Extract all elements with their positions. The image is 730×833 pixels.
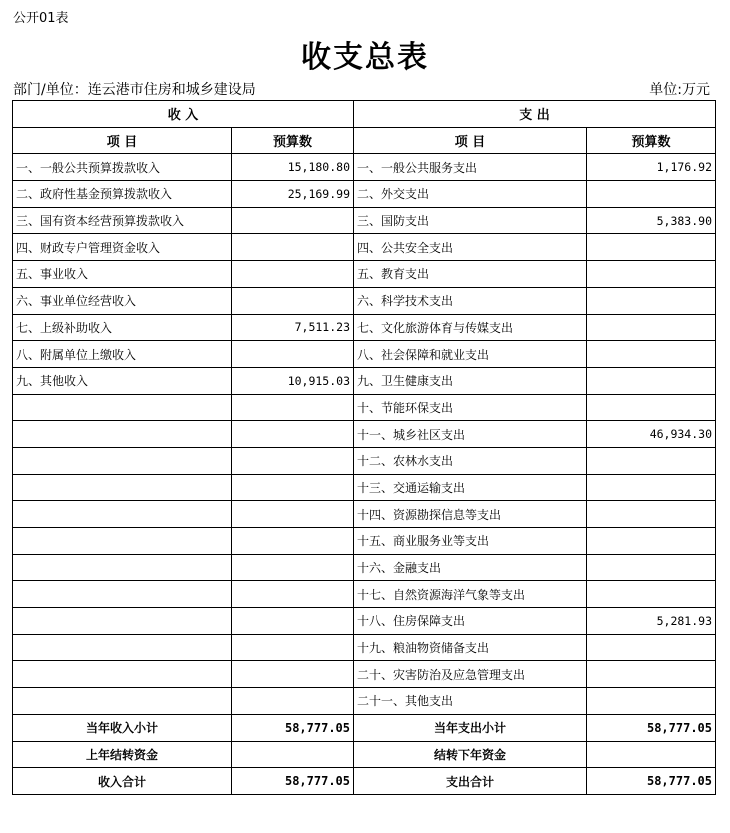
- expense-item-name: 十二、农林水支出: [354, 447, 587, 474]
- form-code: 公开01表: [13, 11, 69, 26]
- expense-item-name: 二十、灾害防治及应急管理支出: [354, 661, 587, 688]
- expense-item-amount: [587, 447, 716, 474]
- expense-item-name: 十八、住房保障支出: [354, 608, 587, 635]
- income-item-name: 八、附属单位上缴收入: [13, 341, 232, 368]
- income-item-amount: 7,511.23: [232, 314, 354, 341]
- table-row: [13, 234, 716, 261]
- expense-summary-label: 结转下年资金: [354, 741, 587, 768]
- page-title: 收支总表: [301, 40, 429, 75]
- unit-label: 单位:万元: [649, 82, 710, 98]
- summary-row: [13, 768, 716, 795]
- expense-item-amount: [587, 367, 716, 394]
- table-row: [13, 367, 716, 394]
- income-item-name: [13, 634, 232, 661]
- expense-item-amount: [587, 287, 716, 314]
- table-row: [13, 154, 716, 181]
- expense-item-amount: [587, 688, 716, 715]
- income-item-amount: [232, 501, 354, 528]
- income-item-name: [13, 554, 232, 581]
- expense-item-amount: [587, 528, 716, 555]
- table-row: [13, 501, 716, 528]
- expense-item-name: 五、教育支出: [354, 261, 587, 288]
- income-summary-amount: 58,777.05: [232, 768, 354, 795]
- column-header-row: [13, 127, 716, 154]
- income-item-name: 五、事业收入: [13, 261, 232, 288]
- income-expense-table: [12, 100, 716, 795]
- income-section-header: 收 入: [13, 101, 354, 128]
- income-item-amount: [232, 234, 354, 261]
- income-item-name: [13, 394, 232, 421]
- income-item-name: [13, 474, 232, 501]
- expense-summary-label: 支出合计: [354, 768, 587, 795]
- income-item-amount: [232, 207, 354, 234]
- expense-item-amount: [587, 634, 716, 661]
- expense-item-name: 九、卫生健康支出: [354, 367, 587, 394]
- expense-item-amount: [587, 474, 716, 501]
- summary-row: [13, 714, 716, 741]
- table-row: [13, 447, 716, 474]
- expense-section-header: 支 出: [354, 101, 716, 128]
- income-item-amount: 15,180.80: [232, 154, 354, 181]
- department-label: 部门/单位：连云港市住房和城乡建设局: [13, 82, 256, 98]
- expense-item-name: 二、外交支出: [354, 181, 587, 208]
- expense-item-name: 三、国防支出: [354, 207, 587, 234]
- expense-summary-label: 当年支出小计: [354, 714, 587, 741]
- table-row: [13, 528, 716, 555]
- summary-row: [13, 741, 716, 768]
- income-item-amount: 10,915.03: [232, 367, 354, 394]
- table-row: [13, 341, 716, 368]
- expense-item-amount: [587, 234, 716, 261]
- expense-item-name: 十五、商业服务业等支出: [354, 528, 587, 555]
- expense-summary-amount: 58,777.05: [587, 714, 716, 741]
- income-item-name: [13, 581, 232, 608]
- income-item-amount: [232, 634, 354, 661]
- expense-summary-amount: 58,777.05: [587, 768, 716, 795]
- table-row: [13, 688, 716, 715]
- expense-item-amount: 5,281.93: [587, 608, 716, 635]
- table-row: [13, 181, 716, 208]
- income-item-amount: [232, 261, 354, 288]
- income-item-name: 四、财政专户管理资金收入: [13, 234, 232, 261]
- expense-item-amount: [587, 181, 716, 208]
- expense-item-amount: 1,176.92: [587, 154, 716, 181]
- expense-item-amount: [587, 261, 716, 288]
- income-summary-amount: [232, 741, 354, 768]
- expense-item-amount: 46,934.30: [587, 421, 716, 448]
- income-summary-label: 收入合计: [13, 768, 232, 795]
- income-summary-label: 上年结转资金: [13, 741, 232, 768]
- income-summary-label: 当年收入小计: [13, 714, 232, 741]
- expense-item-name: 十七、自然资源海洋气象等支出: [354, 581, 587, 608]
- income-item-amount: [232, 528, 354, 555]
- expense-item-name: 六、科学技术支出: [354, 287, 587, 314]
- expense-item-amount: [587, 341, 716, 368]
- income-item-name: [13, 421, 232, 448]
- table-row: [13, 287, 716, 314]
- expense-item-name: 十一、城乡社区支出: [354, 421, 587, 448]
- income-item-name: 九、其他收入: [13, 367, 232, 394]
- expense-item-amount: 5,383.90: [587, 207, 716, 234]
- income-item-name: 六、事业单位经营收入: [13, 287, 232, 314]
- expense-item-name: 十三、交通运输支出: [354, 474, 587, 501]
- income-item-name: [13, 661, 232, 688]
- income-summary-amount: 58,777.05: [232, 714, 354, 741]
- income-item-amount: [232, 554, 354, 581]
- income-item-amount: [232, 447, 354, 474]
- expense-item-name: 一、一般公共服务支出: [354, 154, 587, 181]
- expense-item-amount: [587, 394, 716, 421]
- expense-item-name: 七、文化旅游体育与传媒支出: [354, 314, 587, 341]
- income-item-amount: [232, 608, 354, 635]
- expense-item-name: 八、社会保障和就业支出: [354, 341, 587, 368]
- income-item-amount: [232, 661, 354, 688]
- income-item-name: 三、国有资本经营预算拨款收入: [13, 207, 232, 234]
- expense-item-name: 十四、资源勘探信息等支出: [354, 501, 587, 528]
- income-item-amount: [232, 341, 354, 368]
- expense-item-name: 十九、粮油物资储备支出: [354, 634, 587, 661]
- income-item-name: [13, 447, 232, 474]
- table-row: [13, 421, 716, 448]
- income-item-amount: [232, 287, 354, 314]
- expense-summary-amount: [587, 741, 716, 768]
- table-row: [13, 314, 716, 341]
- section-header-row: [13, 101, 716, 128]
- income-item-amount: [232, 394, 354, 421]
- expense-item-name: 二十一、其他支出: [354, 688, 587, 715]
- income-item-name: 二、政府性基金预算拨款收入: [13, 181, 232, 208]
- expense-item-amount: [587, 501, 716, 528]
- income-item-name: 一、一般公共预算拨款收入: [13, 154, 232, 181]
- expense-item-name: 十六、金融支出: [354, 554, 587, 581]
- income-item-name: [13, 528, 232, 555]
- income-item-name: [13, 501, 232, 528]
- table-row: [13, 394, 716, 421]
- expense-budget-header: 预算数: [587, 127, 716, 154]
- expense-item-amount: [587, 314, 716, 341]
- expense-item-amount: [587, 661, 716, 688]
- income-budget-header: 预算数: [232, 127, 354, 154]
- income-item-amount: [232, 581, 354, 608]
- income-item-name: [13, 608, 232, 635]
- table-row: [13, 207, 716, 234]
- income-item-name: [13, 688, 232, 715]
- expense-item-header: 项 目: [354, 127, 587, 154]
- table-row: [13, 554, 716, 581]
- table-row: [13, 261, 716, 288]
- income-item-header: 项 目: [13, 127, 232, 154]
- expense-item-amount: [587, 554, 716, 581]
- income-item-amount: [232, 688, 354, 715]
- income-item-amount: [232, 421, 354, 448]
- expense-item-amount: [587, 581, 716, 608]
- income-item-amount: 25,169.99: [232, 181, 354, 208]
- table-row: [13, 474, 716, 501]
- expense-item-name: 十、节能环保支出: [354, 394, 587, 421]
- income-item-name: 七、上级补助收入: [13, 314, 232, 341]
- table-row: [13, 581, 716, 608]
- table-row: [13, 608, 716, 635]
- income-item-amount: [232, 474, 354, 501]
- table-row: [13, 634, 716, 661]
- expense-item-name: 四、公共安全支出: [354, 234, 587, 261]
- table-row: [13, 661, 716, 688]
